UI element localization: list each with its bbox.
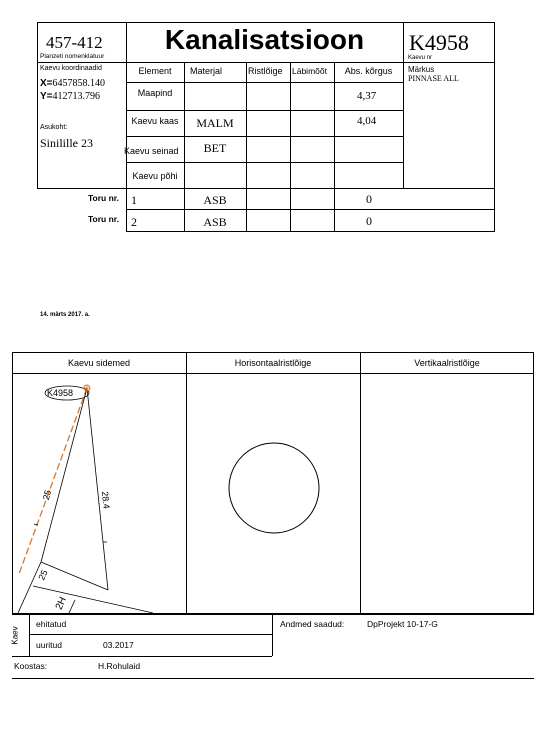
horizontal-section-circle: [222, 436, 326, 540]
divider: [126, 162, 403, 163]
col-header-material: Materjal: [189, 66, 222, 76]
building-line: [18, 562, 41, 613]
data-source-value: DpProjekt 10-17-G: [367, 619, 438, 629]
divider: [126, 136, 403, 137]
divider: [126, 188, 127, 232]
pipe-number: 1: [131, 193, 137, 207]
dimension-label: 25: [36, 568, 50, 582]
table-cell-material: MALM: [196, 116, 234, 130]
building-line: [69, 600, 75, 613]
author-label: Koostas:: [14, 661, 48, 671]
table-cell-element: Maapind: [137, 88, 173, 98]
tie-line: [87, 388, 108, 590]
y-label: Y=: [40, 91, 53, 102]
divider: [12, 614, 534, 615]
divider: [186, 352, 187, 614]
table-cell-element: Kaevu põhi: [132, 171, 178, 181]
panel-title-connections: Kaevu sidemed: [67, 358, 131, 368]
surveyed-date: 03.2017: [103, 640, 134, 650]
dimension-label: 2H: [53, 595, 70, 612]
y-value: 412713.796: [52, 91, 101, 102]
side-label: Kaev: [10, 626, 20, 645]
divider: [12, 678, 534, 679]
plan-number: 457-412: [46, 33, 103, 52]
divider: [403, 22, 404, 188]
y-coordinate: [40, 91, 100, 102]
divider: [272, 614, 273, 656]
pipe-number: 2: [131, 215, 137, 229]
remark-label: Märkus: [408, 65, 435, 74]
remark-value: PINNASE ALL: [408, 74, 459, 83]
table-cell-material: BET: [203, 141, 227, 155]
well-number: K4958: [409, 30, 469, 55]
well-label: Kaevu nr: [408, 55, 433, 61]
divider: [29, 614, 30, 656]
built-label: ehitatud: [36, 619, 67, 629]
pipe-label: Toru nr.: [88, 214, 120, 224]
location-value: Sinilille 23: [40, 136, 94, 150]
divider: [126, 82, 403, 83]
panel-title-vertical: Vertikaalristlõige: [414, 358, 480, 368]
x-label: X=: [40, 78, 53, 89]
dimension-label: 25: [40, 488, 54, 502]
pipe-elevation: 0: [366, 214, 372, 228]
building-line: [33, 586, 153, 613]
data-source-label: Andmed saadud:: [280, 619, 345, 629]
location-label: Asukoht:: [40, 124, 68, 131]
author-value: H.Rohulaid: [98, 661, 141, 671]
divider: [246, 62, 247, 232]
building-line: [41, 562, 108, 590]
col-header-cross: Ristlõige: [248, 66, 283, 76]
plan-label: Planzeti nomenklatuur: [40, 53, 105, 60]
divider: [12, 656, 272, 657]
well-tag: K4958: [47, 388, 74, 398]
x-coordinate: [40, 78, 105, 89]
manhole-circle: [229, 443, 319, 533]
divider: [126, 110, 403, 111]
divider: [290, 62, 291, 232]
dimension-label: 28.4: [99, 490, 112, 510]
pipe-material: ASB: [203, 193, 227, 207]
x-value: 6457858.140: [52, 78, 106, 89]
table-cell-elevation: 4,37: [357, 90, 377, 102]
divider: [29, 634, 272, 635]
col-header-elevation: Abs. kõrgus: [344, 66, 393, 76]
divider: [334, 62, 335, 232]
table-cell-element: Kaevu kaas: [131, 116, 179, 126]
pipe-label: Toru nr.: [88, 193, 120, 203]
dashed-pipe-line: [19, 388, 87, 574]
page-title: Kanalisatsioon: [164, 24, 365, 55]
divider: [126, 231, 495, 232]
coord-label: Kaevu koordinaadid: [40, 65, 102, 72]
pipe-elevation: 0: [366, 192, 372, 206]
surveyed-label: uuritud: [36, 640, 62, 650]
col-header-diameter: Läbimõõt: [292, 66, 327, 76]
divider: [37, 62, 495, 63]
col-header-element: Element: [138, 66, 172, 76]
divider: [360, 352, 361, 614]
date-label: 14. märts 2017. a.: [40, 312, 90, 318]
table-cell-elevation: 4,04: [357, 115, 377, 127]
table-cell-element: Kaevu seinad: [124, 146, 179, 156]
panel-title-horizontal: Horisontaalristlõige: [234, 358, 312, 368]
divider: [126, 209, 495, 210]
pipe-material: ASB: [203, 215, 227, 229]
tie-line: [41, 388, 87, 562]
